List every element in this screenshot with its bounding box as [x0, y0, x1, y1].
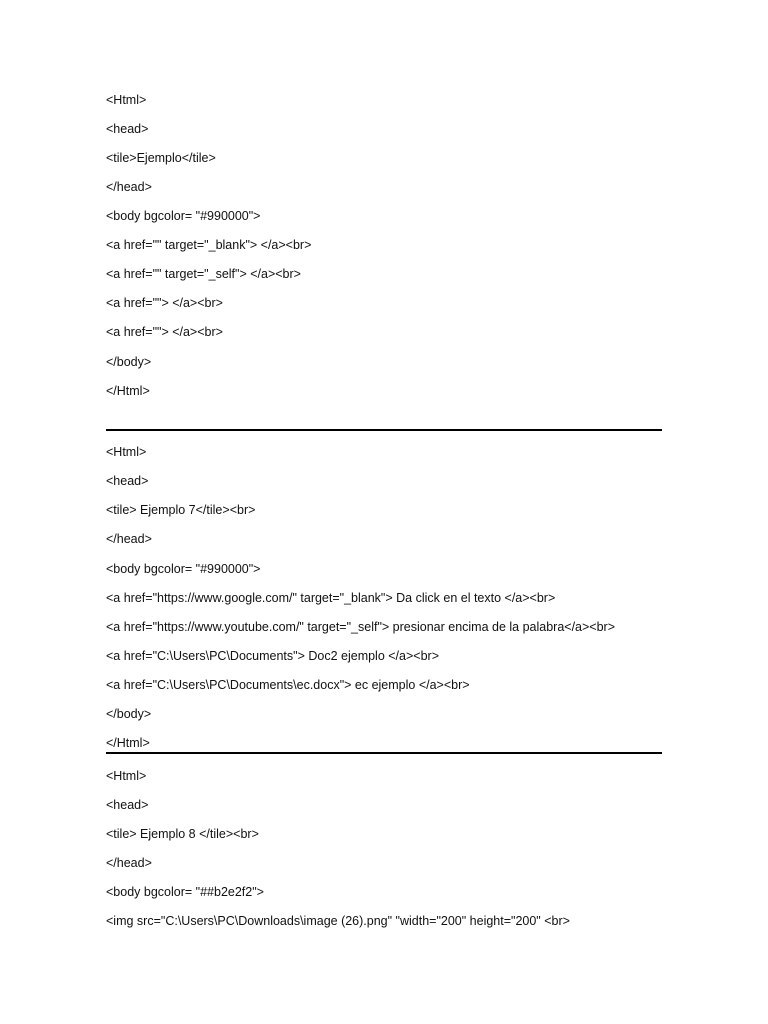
code-line: <a href="https://www.youtube.com/" target="_self"> presionar encima de la palabra</a><br>: [106, 620, 616, 634]
code-line: <a href="C:\Users\PC\Documents"> Doc2 ejemplo </a><br>: [106, 649, 439, 663]
code-line: <Html>: [106, 769, 147, 783]
code-line: <img src="C:\Users\PC\Downloads\image (26).png" "width="200" height="200" <br>: [106, 914, 570, 928]
code-line: <Html>: [106, 445, 147, 459]
code-line: <head>: [106, 122, 149, 136]
code-line: </Html>: [106, 736, 150, 750]
code-line: </head>: [106, 856, 152, 870]
code-line: <body bgcolor= "#990000">: [106, 209, 261, 223]
code-line: </body>: [106, 707, 152, 721]
code-line: <body bgcolor= "#990000">: [106, 562, 261, 576]
code-line: <a href="" target="_blank"> </a><br>: [106, 238, 312, 252]
code-line: <a href=""> </a><br>: [106, 325, 223, 339]
code-line: </body>: [106, 355, 152, 369]
code-line: <a href="C:\Users\PC\Documents\ec.docx"> ec ejemplo </a><br>: [106, 678, 470, 692]
code-line: <a href=""> </a><br>: [106, 296, 223, 310]
code-line: <Html>: [106, 93, 147, 107]
code-line: <body bgcolor= "##b2e2f2">: [106, 885, 264, 899]
code-line: <a href="https://www.google.com/" target="_blank"> Da click en el texto </a><br>: [106, 591, 556, 605]
code-line: <tile> Ejemplo 7</tile><br>: [106, 503, 256, 517]
section-divider: [106, 429, 662, 431]
code-line: </head>: [106, 532, 152, 546]
code-line: <a href="" target="_self"> </a><br>: [106, 267, 301, 281]
section-divider: [106, 752, 662, 754]
code-line: <head>: [106, 798, 149, 812]
code-line: <tile> Ejemplo 8 </tile><br>: [106, 827, 259, 841]
code-line: <head>: [106, 474, 149, 488]
code-line: <tile>Ejemplo</tile>: [106, 151, 216, 165]
code-line: </head>: [106, 180, 152, 194]
code-line: </Html>: [106, 384, 150, 398]
